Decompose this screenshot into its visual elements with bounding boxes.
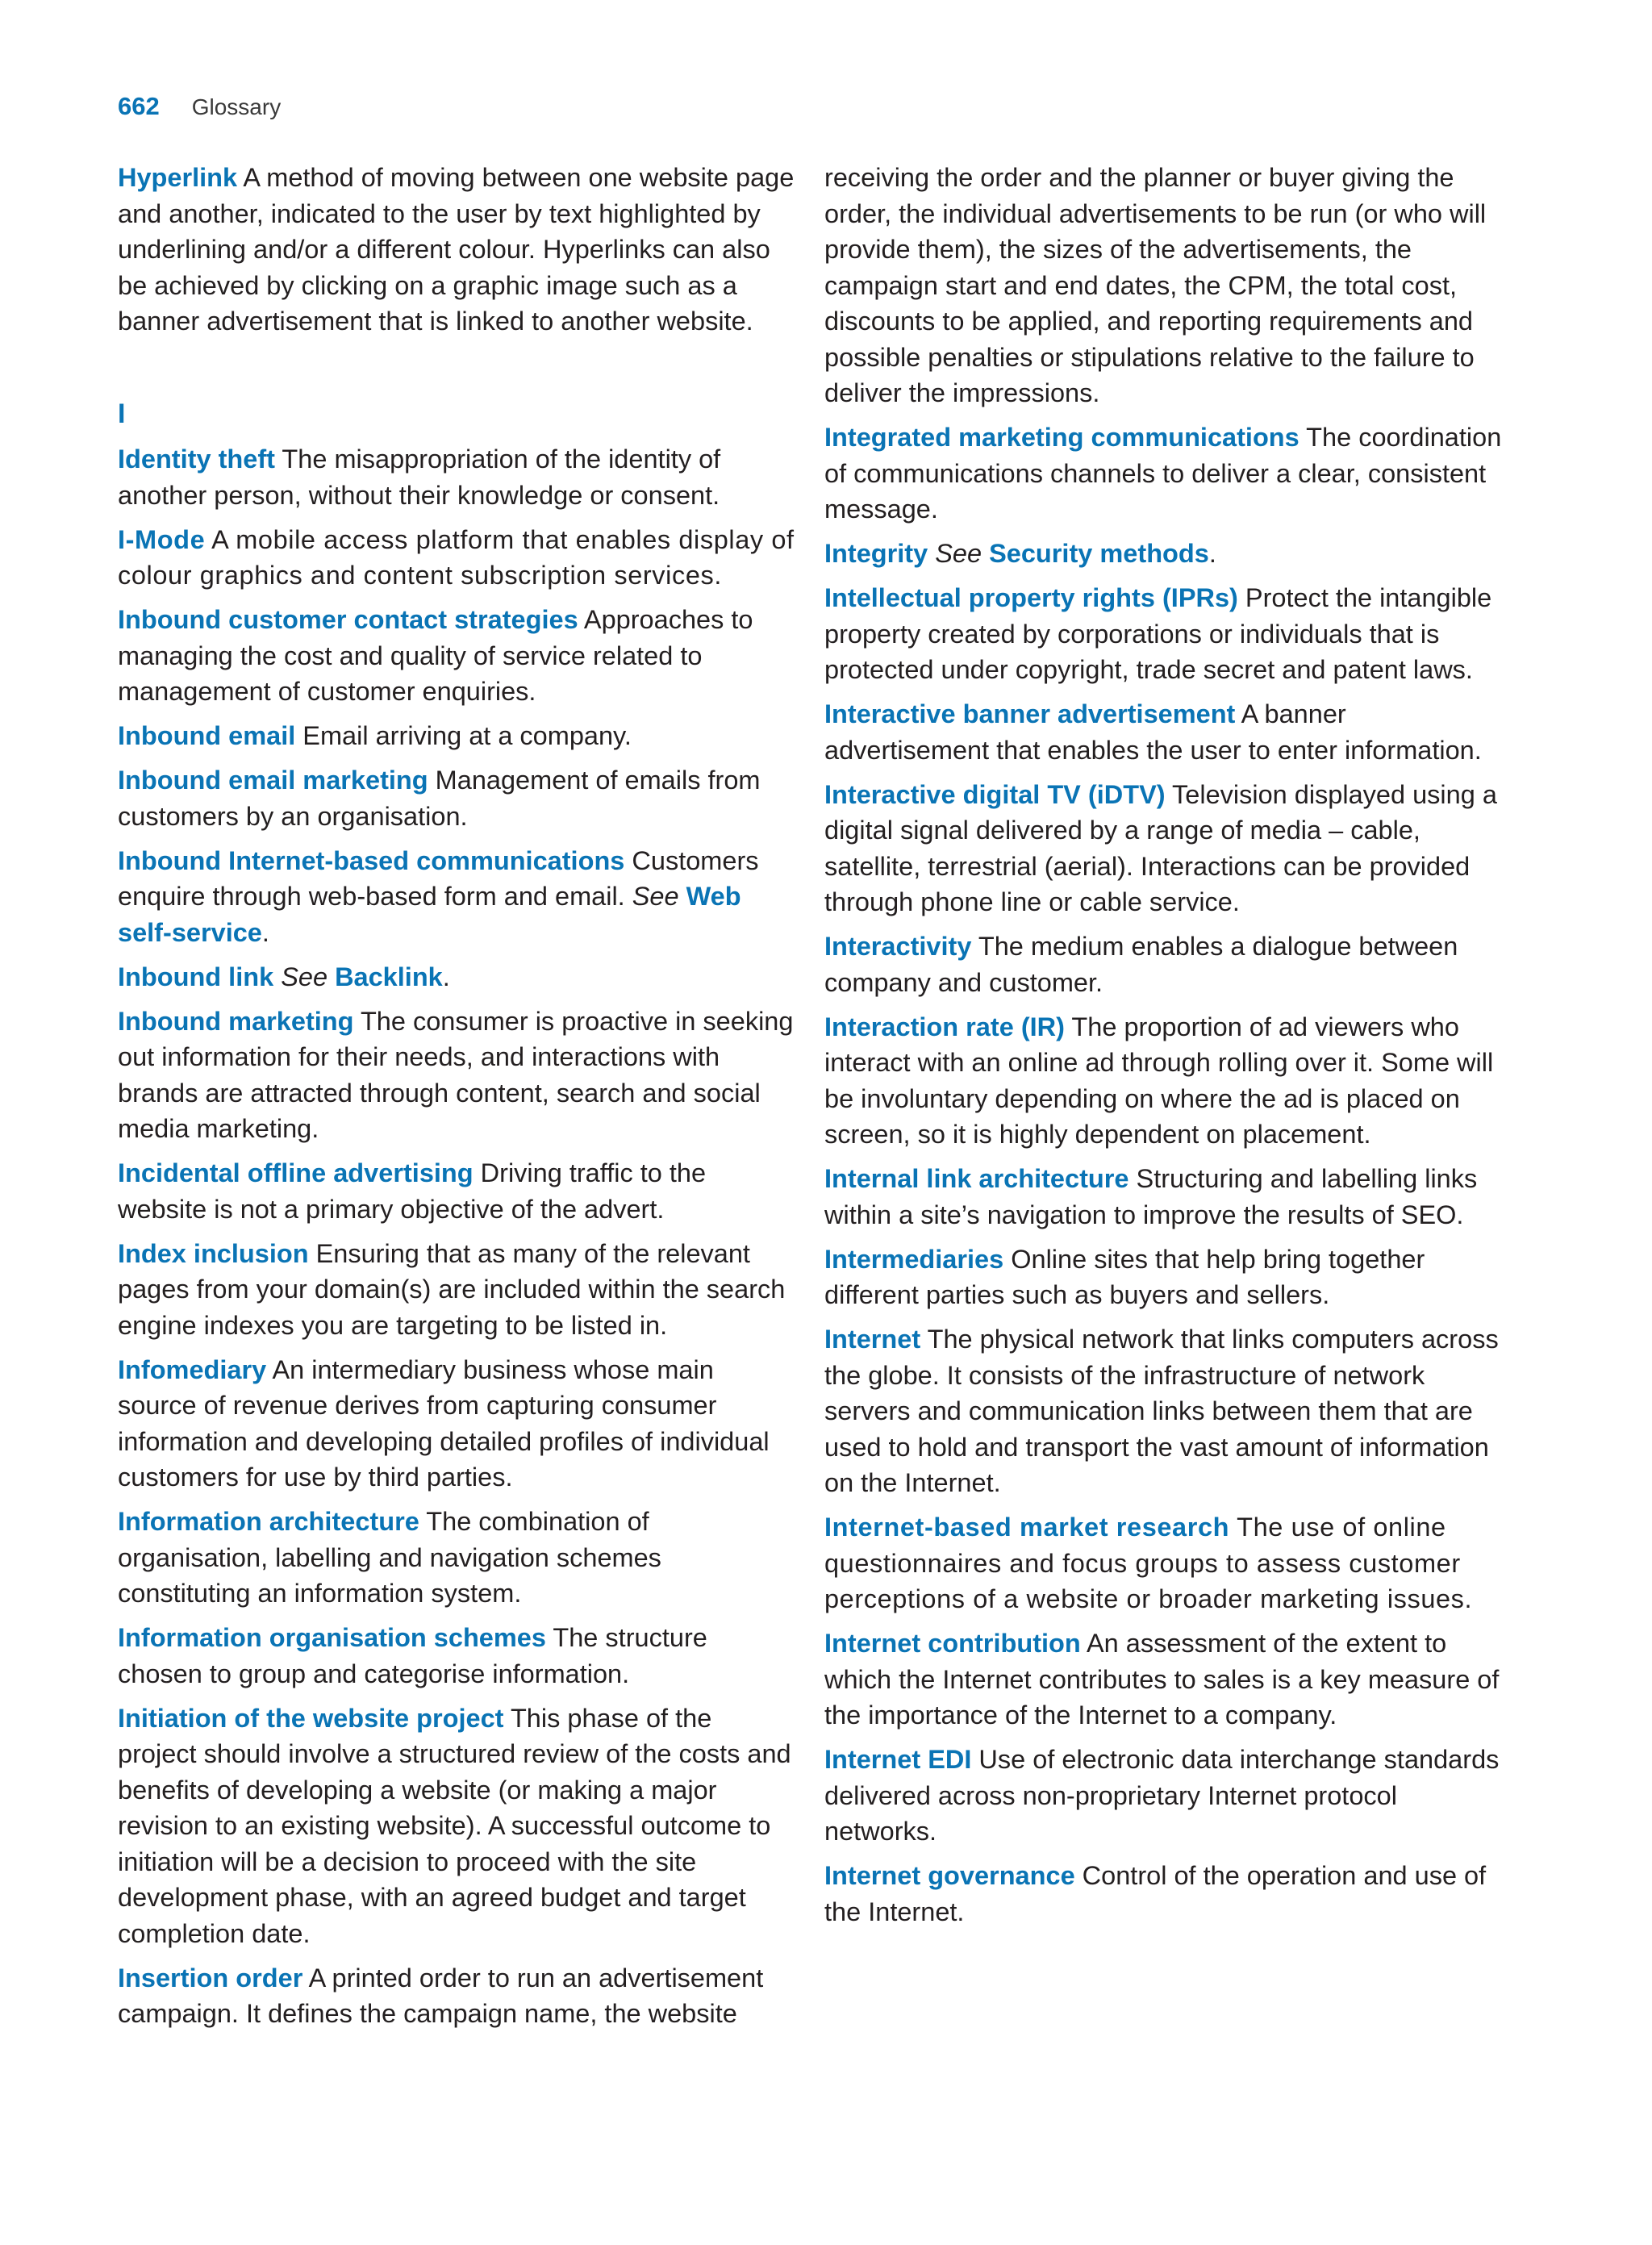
entry-definition: The combination of organisation, labelling and navigation schemes constituting an information system. bbox=[118, 1507, 661, 1608]
entry-definition: The medium enables a dialogue between company and customer. bbox=[824, 932, 1458, 997]
glossary-entry-inbound-internet bbox=[118, 843, 797, 951]
glossary-entry-internal-link bbox=[824, 1161, 1504, 1233]
glossary-entry-interaction-rate bbox=[824, 1009, 1504, 1153]
entry-definition: The structure chosen to group and categorise information. bbox=[118, 1623, 707, 1688]
section-letter: I bbox=[118, 398, 126, 429]
entry-definition: A banner advertisement that enables the user to enter information. bbox=[824, 699, 1482, 765]
glossary-entry-integrity bbox=[824, 536, 1504, 572]
see-label: See bbox=[928, 539, 990, 568]
entry-term: Inbound email bbox=[118, 721, 296, 750]
glossary-entry-ipr bbox=[824, 580, 1504, 688]
entry-definition: The consumer is proactive in seeking out information for their needs, and interactions with brands are attracted through content, search and social media marketing. bbox=[118, 1006, 794, 1143]
entry-definition: The use of online questionnaires and focus groups to assess customer perceptions of a website or broader marketing issues. bbox=[824, 1513, 1473, 1613]
entry-term: Inbound Internet-based communications bbox=[118, 845, 625, 875]
glossary-entry-market-research bbox=[824, 1509, 1504, 1617]
entry-definition: The coordination of communications channels to deliver a clear, consistent message. bbox=[824, 423, 1502, 524]
entry-definition: Customers enquire through web-based form and email. bbox=[118, 845, 759, 911]
glossary-entry-interactive-banner bbox=[824, 696, 1504, 768]
entry-term: Interactivity bbox=[824, 932, 972, 961]
entry-definition: The proportion of ad viewers who interact with an online ad through rolling over it. Some will be involuntary depending on where the ad is placed on screen, so it is highly dependent on placement. bbox=[824, 1012, 1494, 1149]
entry-term: Identity theft bbox=[118, 444, 275, 474]
entry-end: . bbox=[261, 917, 269, 947]
entry-definition: A method of moving between one website page and another, indicated to the user by text highlighted by underlining and/or a different colour. Hyperlinks can also be achieved by clicking on a graphic image such as a banner advertisement that is linked to another website. bbox=[118, 163, 795, 336]
glossary-entry-information-architecture bbox=[118, 1504, 797, 1612]
glossary-entry-internet-edi bbox=[824, 1742, 1504, 1850]
entry-definition: A printed order to run an advertisement campaign. It defines the campaign name, the website bbox=[118, 1963, 764, 2028]
entry-definition: Protect the intangible property created by corporations or individuals that is protected under copyright, trade secret and patent laws. bbox=[824, 583, 1492, 684]
entry-term: Internet contribution bbox=[824, 1629, 1081, 1658]
entry-term: Integrity bbox=[824, 539, 928, 568]
glossary-entry-idtv bbox=[824, 777, 1504, 920]
cross-reference-link[interactable]: Web self-service bbox=[118, 882, 741, 947]
entry-term: Interactive digital TV (iDTV) bbox=[824, 779, 1166, 809]
entry-term: Initiation of the website project bbox=[118, 1703, 504, 1733]
page-header bbox=[118, 92, 281, 121]
entry-definition: Television displayed using a digital signal delivered by a range of media – cable, satellite, terrestrial (aerial). Interactions can be provided through phone line or cable service. bbox=[824, 779, 1497, 916]
entry-definition: Use of electronic data interchange standards delivered across non-proprietary Internet protocol networks. bbox=[824, 1745, 1500, 1846]
entry-definition: An intermediary business whose main source of revenue derives from capturing consumer information and developing detailed profiles of individual customers for use by third parties. bbox=[118, 1354, 770, 1492]
glossary-entry-internet bbox=[824, 1321, 1504, 1501]
entry-term: Internal link architecture bbox=[824, 1164, 1129, 1193]
entry-definition: Approaches to managing the cost and quality of service related to management of customer enquiries. bbox=[118, 605, 753, 706]
page-number: 662 bbox=[118, 92, 160, 120]
entry-definition: Driving traffic to the website is not a primary objective of the advert. bbox=[118, 1158, 707, 1224]
see-label: See bbox=[273, 962, 336, 991]
see-label: See bbox=[632, 882, 679, 911]
glossary-entry-insertion-order-continued bbox=[824, 160, 1504, 411]
entry-definition: Structuring and labelling links within a site’s navigation to improve the results of SEO. bbox=[824, 1164, 1478, 1229]
entry-term: Intellectual property rights (IPRs) bbox=[824, 583, 1238, 612]
entry-definition: Control of the operation and use of the Internet. bbox=[824, 1861, 1487, 1926]
glossary-entry-internet-contribution bbox=[824, 1625, 1504, 1734]
glossary-entry-inbound-email-marketing bbox=[118, 762, 797, 834]
cross-reference-link[interactable]: Security methods bbox=[989, 539, 1209, 568]
entry-definition: Email arriving at a company. bbox=[295, 721, 632, 750]
glossary-entry-initiation bbox=[118, 1700, 797, 1952]
entry-term: Internet bbox=[824, 1325, 921, 1354]
entry-definition: An assessment of the extent to which the Internet contributes to sales is a key measure of the importance of the Internet to a company. bbox=[824, 1629, 1500, 1730]
glossary-entry-inbound-customer-contact bbox=[118, 602, 797, 710]
entry-term: Internet governance bbox=[824, 1861, 1075, 1890]
entry-definition: Management of emails from customers by an organisation. bbox=[118, 766, 761, 831]
entry-term: Index inclusion bbox=[118, 1238, 309, 1268]
entry-term: Internet EDI bbox=[824, 1745, 972, 1774]
glossary-entry-internet-governance bbox=[824, 1858, 1504, 1930]
glossary-entry-incidental-offline bbox=[118, 1155, 797, 1227]
entry-term: Insertion order bbox=[118, 1963, 303, 1993]
entry-end: . bbox=[442, 962, 450, 991]
glossary-entry-inbound-email bbox=[118, 718, 797, 754]
entry-term: Inbound email marketing bbox=[118, 766, 428, 795]
entry-definition: The misappropriation of the identity of another person, without their knowledge or consent. bbox=[118, 444, 721, 510]
entry-term: Interaction rate (IR) bbox=[824, 1012, 1065, 1041]
entry-term: Integrated marketing communications bbox=[824, 423, 1299, 452]
entry-term: Internet-based market research bbox=[824, 1513, 1230, 1542]
glossary-entry-information-organisation bbox=[118, 1620, 797, 1692]
entry-definition: Online sites that help bring together different parties such as buyers and sellers. bbox=[824, 1244, 1425, 1309]
entry-term: I-Mode bbox=[118, 524, 206, 554]
glossary-entry-intermediaries bbox=[824, 1241, 1504, 1313]
glossary-entry-interactivity bbox=[824, 928, 1504, 1000]
running-title: Glossary bbox=[191, 94, 282, 119]
entry-term: Hyperlink bbox=[118, 163, 238, 192]
entry-definition: The physical network that links computers across the globe. It consists of the infrastructure of network servers and communication links between them that are used to hold and transport the vast amount of information on the Internet. bbox=[824, 1325, 1499, 1497]
glossary-entry-inbound-marketing bbox=[118, 1004, 797, 1147]
glossary-entry-hyperlink bbox=[118, 160, 797, 340]
glossary-entry-imc bbox=[824, 419, 1504, 528]
cross-reference-link[interactable]: Backlink bbox=[335, 962, 443, 991]
entry-end: . bbox=[1208, 539, 1216, 568]
entry-term: Interactive banner advertisement bbox=[824, 699, 1236, 728]
entry-term: Inbound customer contact strategies bbox=[118, 605, 578, 634]
entry-definition: This phase of the project should involve a structured review of the costs and benefits of developing a website (or making a major revision to an existing website). A successful outcome to initiation will be a decision to proceed with the site development phase, with an agreed budget and target completion date. bbox=[118, 1703, 791, 1948]
glossary-entry-infomediary bbox=[118, 1352, 797, 1496]
glossary-entry-index-inclusion bbox=[118, 1236, 797, 1344]
entry-definition: receiving the order and the planner or buyer giving the order, the individual advertisements to be run (or who will provide them), the sizes of the advertisements, the campaign start and end dates, the CPM, the total cost, discounts to be applied, and reporting requirements and possible penalties or stipulations relative to the failure to deliver the impressions. bbox=[824, 163, 1487, 407]
entry-term: Information organisation schemes bbox=[118, 1623, 546, 1652]
entry-definition: A mobile access platform that enables display of colour graphics and content subscription services. bbox=[118, 524, 795, 590]
glossary-entry-insertion-order bbox=[118, 1960, 797, 2032]
entry-term: Inbound marketing bbox=[118, 1006, 354, 1036]
entry-term: Intermediaries bbox=[824, 1244, 1004, 1274]
entry-term: Inbound link bbox=[118, 962, 274, 991]
entry-term: Infomediary bbox=[118, 1354, 267, 1384]
entry-term: Incidental offline advertising bbox=[118, 1158, 473, 1187]
left-column bbox=[118, 160, 797, 2040]
entry-term: Information architecture bbox=[118, 1507, 419, 1536]
right-column bbox=[824, 160, 1504, 1938]
glossary-entry-inbound-link bbox=[118, 959, 797, 995]
glossary-entry-identity-theft bbox=[118, 441, 797, 513]
glossary-entry-i-mode bbox=[118, 522, 797, 594]
entry-definition: Ensuring that as many of the relevant pages from your domain(s) are included within the search engine indexes you are targeting to be listed in. bbox=[118, 1238, 786, 1340]
